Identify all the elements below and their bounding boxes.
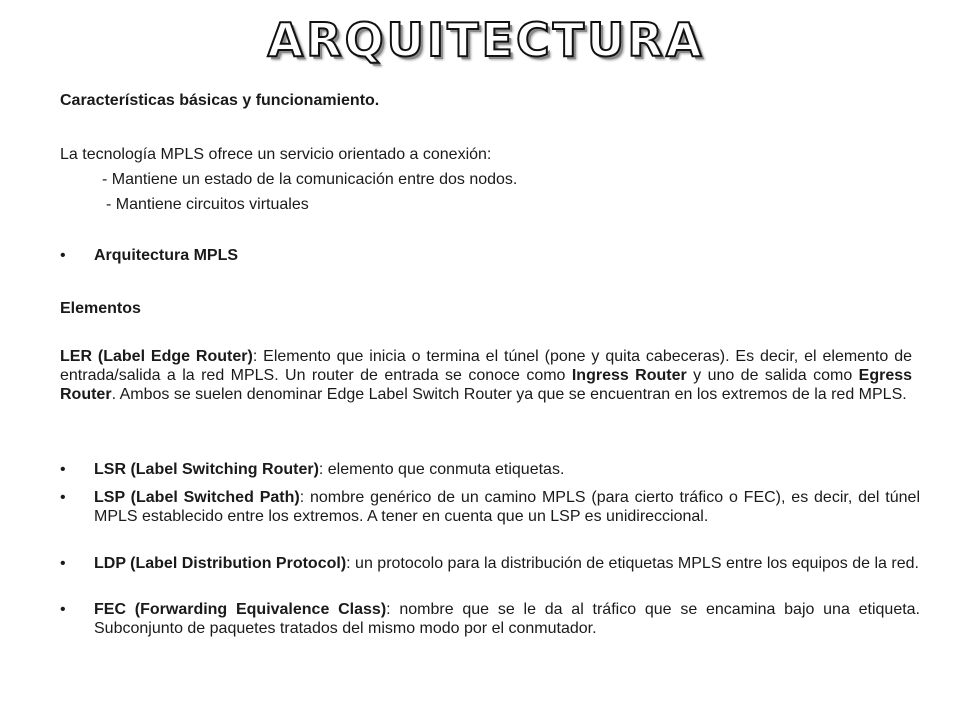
arch-heading: Arquitectura MPLS	[94, 247, 239, 264]
intro-point-1: - Mantiene un estado de la comunicación entre dos nodos.	[102, 171, 518, 188]
intro-point-2: - Mantiene circuitos virtuales	[106, 196, 309, 213]
bullet-marker: •	[60, 555, 66, 572]
bullet-content	[94, 600, 920, 638]
ler-egress: Egress Router	[60, 367, 913, 403]
ler-text-c: . Ambos se suelen denominar Edge Label Switch Router ya que se encuentran en los extremos de la red MPLS.	[111, 386, 907, 403]
bullet-content	[94, 488, 920, 526]
bullet-term: LDP (Label Distribution Protocol)	[94, 555, 347, 572]
bullet-term: LSP (Label Switched Path)	[94, 489, 300, 506]
subtitle: Características básicas y funcionamiento.	[60, 92, 380, 109]
bullet-marker: •	[60, 461, 66, 478]
bullet-marker: •	[60, 489, 66, 506]
bullet-term: LSR (Label Switching Router)	[94, 461, 319, 478]
bullet-content	[94, 460, 920, 479]
bullet-term: FEC (Forwarding Equivalence Class)	[94, 601, 387, 618]
slide-title: ARQUITECTURA	[267, 13, 705, 67]
bullet-marker: •	[60, 247, 66, 264]
ler-ingress: Ingress Router	[571, 367, 687, 384]
bullet-content	[94, 554, 920, 573]
intro-text: La tecnología MPLS ofrece un servicio orientado a conexión:	[60, 146, 492, 163]
elements-heading: Elementos	[60, 300, 141, 317]
bullet-text: : un protocolo para la distribución de etiquetas MPLS entre los equipos de la red.	[346, 555, 919, 572]
bullet-text: : elemento que conmuta etiquetas.	[318, 461, 565, 478]
bullet-text: : nombre genérico de un camino MPLS (para cierto tráfico o FEC), es decir, del túnel MPLS establecido entre los extremos. A tener en cuenta que un LSP es unidireccional.	[94, 489, 920, 525]
ler-term: LER (Label Edge Router)	[60, 348, 253, 365]
bullet-text: : nombre que se le da al tráfico que se encamina bajo una etiqueta. Subconjunto de paquetes tratados del mismo modo por el conmutador.	[94, 601, 921, 637]
ler-text-b: y uno de salida como	[686, 367, 859, 384]
ler-paragraph	[60, 347, 912, 404]
ler-text-a: : Elemento que inicia o termina el túnel (pone y quita cabeceras). Es decir, el elemento de entrada/salida a la red MPLS. Un router de entrada se conoce como	[60, 348, 913, 384]
bullet-marker: •	[60, 601, 66, 618]
